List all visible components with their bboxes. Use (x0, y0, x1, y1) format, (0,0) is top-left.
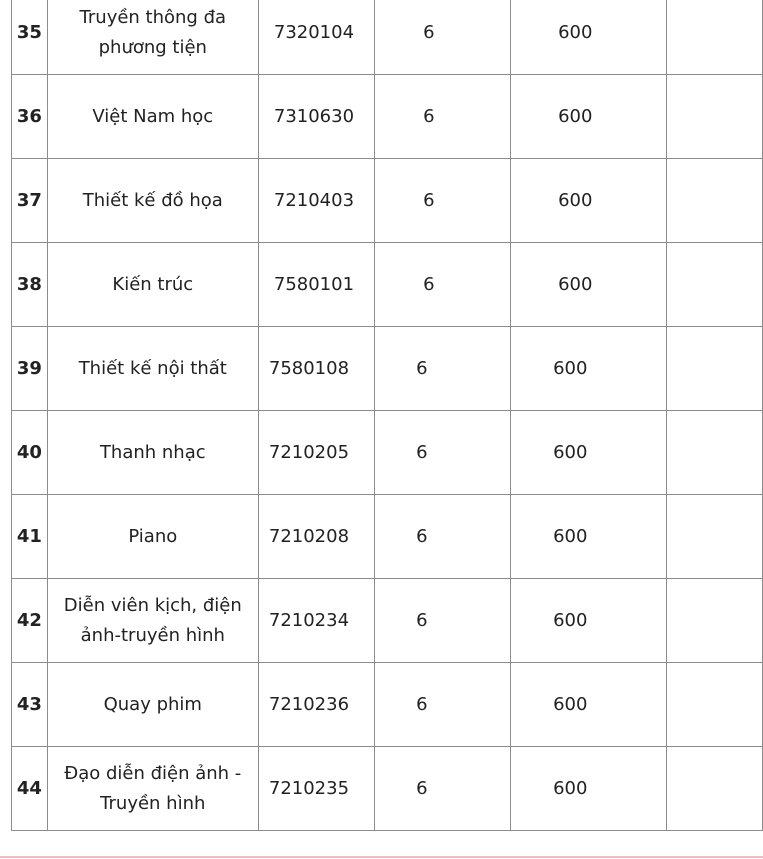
program-name: Việt Nam học (47, 75, 258, 159)
program-credits: 6 (375, 579, 511, 663)
program-note (667, 411, 763, 495)
table-row (12, 327, 763, 411)
program-code: 7210205 (258, 411, 374, 495)
row-number: 41 (12, 495, 48, 579)
program-note (667, 663, 763, 747)
program-hours: 600 (511, 411, 667, 495)
row-number: 37 (12, 159, 48, 243)
table-row (12, 495, 763, 579)
table-row (12, 411, 763, 495)
program-note (667, 495, 763, 579)
table-row (12, 243, 763, 327)
program-code: 7210403 (258, 159, 374, 243)
program-hours: 600 (511, 327, 667, 411)
program-credits: 6 (375, 495, 511, 579)
program-credits: 6 (375, 327, 511, 411)
program-hours: 600 (511, 0, 667, 75)
program-code: 7210208 (258, 495, 374, 579)
program-table-body (12, 0, 763, 831)
program-hours: 600 (511, 495, 667, 579)
row-number: 40 (12, 411, 48, 495)
program-hours: 600 (511, 663, 667, 747)
program-name: Diễn viên kịch, điện ảnh-truyền hình (47, 579, 258, 663)
row-number: 36 (12, 75, 48, 159)
program-name: Thiết kế nội thất (47, 327, 258, 411)
table-row (12, 663, 763, 747)
row-number: 38 (12, 243, 48, 327)
page-divider (0, 856, 763, 858)
program-name: Kiến trúc (47, 243, 258, 327)
program-hours: 600 (511, 75, 667, 159)
table-row (12, 75, 763, 159)
program-code: 7210235 (258, 747, 374, 831)
program-code: 7210236 (258, 663, 374, 747)
program-credits: 6 (375, 159, 511, 243)
row-number: 42 (12, 579, 48, 663)
row-number: 44 (12, 747, 48, 831)
program-code: 7580101 (258, 243, 374, 327)
table-row (12, 159, 763, 243)
program-credits: 6 (375, 663, 511, 747)
program-code: 7310630 (258, 75, 374, 159)
program-note (667, 579, 763, 663)
program-name: Piano (47, 495, 258, 579)
program-credits: 6 (375, 75, 511, 159)
program-credits: 6 (375, 0, 511, 75)
table-row (12, 0, 763, 75)
program-credits: 6 (375, 411, 511, 495)
program-note (667, 747, 763, 831)
program-note (667, 159, 763, 243)
program-note (667, 327, 763, 411)
row-number: 43 (12, 663, 48, 747)
program-credits: 6 (375, 243, 511, 327)
program-code: 7580108 (258, 327, 374, 411)
program-name: Quay phim (47, 663, 258, 747)
program-hours: 600 (511, 243, 667, 327)
program-name: Thanh nhạc (47, 411, 258, 495)
program-hours: 600 (511, 747, 667, 831)
program-note (667, 0, 763, 75)
program-name: Đạo diễn điện ảnh - Truyền hình (47, 747, 258, 831)
table-row (12, 579, 763, 663)
program-note (667, 75, 763, 159)
program-hours: 600 (511, 579, 667, 663)
program-note (667, 243, 763, 327)
row-number: 39 (12, 327, 48, 411)
program-name: Truyền thông đa phương tiện (47, 0, 258, 75)
program-name: Thiết kế đồ họa (47, 159, 258, 243)
row-number: 35 (12, 0, 48, 75)
program-code: 7210234 (258, 579, 374, 663)
program-hours: 600 (511, 159, 667, 243)
program-table (11, 0, 763, 831)
program-code: 7320104 (258, 0, 374, 75)
table-row (12, 747, 763, 831)
program-credits: 6 (375, 747, 511, 831)
